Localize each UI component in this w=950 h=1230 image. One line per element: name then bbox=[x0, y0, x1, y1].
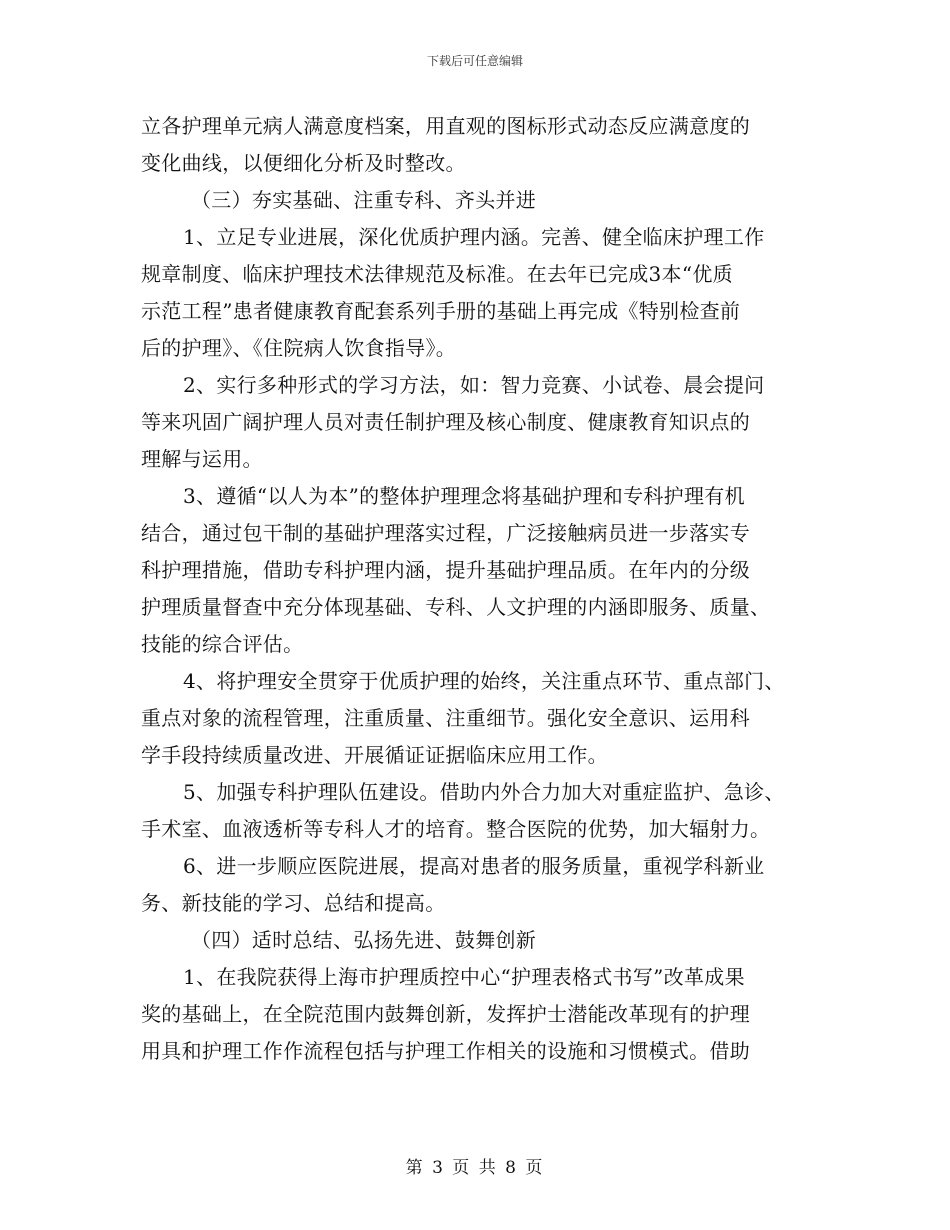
section-heading: （四）适时总结、弘扬先进、鼓舞创新 bbox=[191, 928, 537, 952]
text-line: 规章制度、临床护理技术法律规范及标准。在去年已完成3本“优质 bbox=[141, 262, 733, 286]
text-line: 2、实行多种形式的学习方法，如：智力竞赛、小试卷、晨会提问 bbox=[183, 373, 765, 397]
text-line: 等来巩固广阔护理人员对责任制护理及核心制度、健康教育知识点的 bbox=[141, 410, 750, 434]
text-line: 奖的基础上，在全院范围内鼓舞创新，发挥护士潜能改革现有的护理 bbox=[141, 1002, 750, 1026]
text-line: 立各护理单元病人满意度档案，用直观的图标形式动态反应满意度的 bbox=[141, 114, 750, 138]
text-line: 1、立足专业进展，深化优质护理内涵。完善、健全临床护理工作 bbox=[183, 225, 765, 249]
text-line: 1、在我院获得上海市护理质控中心“护理表格式书写”改革成果 bbox=[183, 965, 745, 989]
text-line: 理解与运用。 bbox=[141, 447, 263, 471]
text-line: 技能的综合评估。 bbox=[141, 632, 304, 656]
page-number: 第 3 页 共 8 页 bbox=[405, 1158, 545, 1178]
text-line: 3、遵循“以人为本”的整体护理理念将基础护理和专科护理有机 bbox=[183, 484, 745, 508]
text-line: 6、进一步顺应医院进展，提高对患者的服务质量，重视学科新业 bbox=[183, 854, 765, 878]
text-line: 用具和护理工作作流程包括与护理工作相关的设施和习惯模式。借助 bbox=[141, 1039, 750, 1063]
text-line: 科护理措施，借助专科护理内涵，提升基础护理品质。在年内的分级 bbox=[141, 558, 750, 582]
text-line: 5、加强专科护理队伍建设。借助内外合力加大对重症监护、急诊、 bbox=[183, 780, 785, 804]
text-line: 护理质量督查中充分体现基础、专科、人文护理的内涵即服务、质量、 bbox=[141, 595, 771, 619]
text-line: 后的护理》、《住院病人饮食指导》。 bbox=[141, 336, 457, 360]
page-header: 下载后可任意编辑 bbox=[426, 54, 523, 68]
text-line: 结合，通过包干制的基础护理落实过程，广泛接触病员进一步落实专 bbox=[141, 521, 750, 545]
text-line: 务、新技能的学习、总结和提高。 bbox=[141, 891, 446, 915]
text-line: 学手段持续质量改进、开展循证证据临床应用工作。 bbox=[141, 743, 608, 767]
text-line: 手术室、血液透析等专科人才的培育。整合医院的优势，加大辐射力。 bbox=[141, 817, 771, 841]
section-heading: （三）夯实基础、注重专科、齐头并进 bbox=[191, 188, 537, 212]
text-line: 4、将护理安全贯穿于优质护理的始终，关注重点环节、重点部门、 bbox=[183, 669, 785, 693]
text-line: 重点对象的流程管理，注重质量、注重细节。强化安全意识、运用科 bbox=[141, 706, 750, 730]
text-line: 变化曲线，以便细化分析及时整改。 bbox=[141, 151, 466, 175]
document-body bbox=[141, 108, 821, 1070]
text-line: 示范工程”患者健康教育配套系列手册的基础上再完成《特别检查前 bbox=[141, 299, 741, 323]
